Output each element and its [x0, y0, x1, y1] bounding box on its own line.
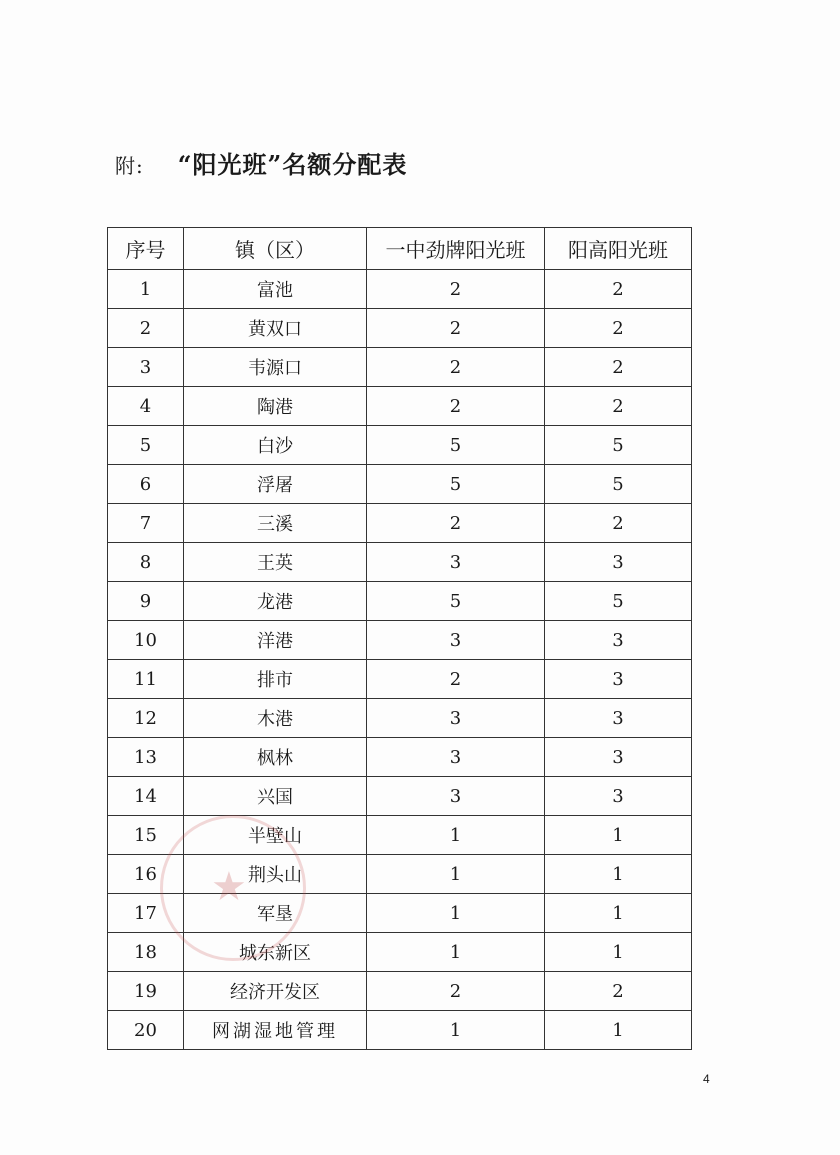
cell-town: 三溪	[184, 504, 367, 543]
cell-serial: 10	[108, 621, 184, 660]
header-yanggao-class: 阳高阳光班	[545, 228, 692, 270]
cell-town: 王英	[184, 543, 367, 582]
header-yizhong-class: 一中劲牌阳光班	[367, 228, 545, 270]
cell-serial: 17	[108, 894, 184, 933]
cell-yanggao-quota: 3	[545, 543, 692, 582]
cell-serial: 7	[108, 504, 184, 543]
cell-town: 排市	[184, 660, 367, 699]
cell-yanggao-quota: 3	[545, 699, 692, 738]
cell-town: 军垦	[184, 894, 367, 933]
table-row	[108, 816, 692, 855]
table-row	[108, 933, 692, 972]
cell-serial: 1	[108, 270, 184, 309]
cell-yanggao-quota: 2	[545, 270, 692, 309]
table-row	[108, 582, 692, 621]
cell-yizhong-quota: 2	[367, 972, 545, 1011]
cell-town: 韦源口	[184, 348, 367, 387]
cell-yizhong-quota: 5	[367, 465, 545, 504]
table-body	[108, 270, 692, 1050]
cell-yizhong-quota: 1	[367, 855, 545, 894]
cell-yizhong-quota: 2	[367, 660, 545, 699]
allocation-table	[107, 227, 692, 1050]
cell-serial: 11	[108, 660, 184, 699]
cell-yizhong-quota: 3	[367, 738, 545, 777]
cell-yanggao-quota: 1	[545, 855, 692, 894]
cell-yizhong-quota: 2	[367, 348, 545, 387]
cell-yizhong-quota: 1	[367, 933, 545, 972]
cell-yanggao-quota: 3	[545, 621, 692, 660]
cell-yizhong-quota: 2	[367, 309, 545, 348]
cell-serial: 2	[108, 309, 184, 348]
page-number: 4	[703, 1072, 710, 1086]
cell-serial: 13	[108, 738, 184, 777]
cell-yanggao-quota: 3	[545, 738, 692, 777]
cell-town: 富池	[184, 270, 367, 309]
heading	[115, 145, 407, 180]
cell-town: 白沙	[184, 426, 367, 465]
cell-town: 枫林	[184, 738, 367, 777]
cell-serial: 15	[108, 816, 184, 855]
table-row	[108, 309, 692, 348]
table-row	[108, 738, 692, 777]
table-row	[108, 1011, 692, 1050]
table-row	[108, 777, 692, 816]
table-row	[108, 855, 692, 894]
cell-town: 洋港	[184, 621, 367, 660]
cell-yanggao-quota: 1	[545, 894, 692, 933]
cell-town: 半壁山	[184, 816, 367, 855]
table-row	[108, 972, 692, 1011]
cell-serial: 8	[108, 543, 184, 582]
cell-yizhong-quota: 3	[367, 621, 545, 660]
cell-town: 荆头山	[184, 855, 367, 894]
cell-serial: 18	[108, 933, 184, 972]
cell-town: 浮屠	[184, 465, 367, 504]
cell-town: 龙港	[184, 582, 367, 621]
cell-yanggao-quota: 1	[545, 1011, 692, 1050]
cell-town: 黄双口	[184, 309, 367, 348]
table-row	[108, 660, 692, 699]
table-row	[108, 543, 692, 582]
cell-yanggao-quota: 2	[545, 309, 692, 348]
cell-serial: 5	[108, 426, 184, 465]
table-row	[108, 348, 692, 387]
cell-serial: 6	[108, 465, 184, 504]
cell-serial: 20	[108, 1011, 184, 1050]
cell-town: 木港	[184, 699, 367, 738]
cell-town: 经济开发区	[184, 972, 367, 1011]
cell-serial: 9	[108, 582, 184, 621]
table-row	[108, 387, 692, 426]
table-row	[108, 504, 692, 543]
cell-yizhong-quota: 2	[367, 504, 545, 543]
cell-serial: 4	[108, 387, 184, 426]
star-icon: ★	[211, 864, 247, 910]
table-row	[108, 621, 692, 660]
cell-serial: 12	[108, 699, 184, 738]
header-serial: 序号	[108, 228, 184, 270]
cell-yizhong-quota: 1	[367, 894, 545, 933]
table-row	[108, 270, 692, 309]
cell-town: 兴国	[184, 777, 367, 816]
cell-yanggao-quota: 5	[545, 426, 692, 465]
cell-town: 网湖湿地管理	[184, 1011, 367, 1050]
cell-yanggao-quota: 5	[545, 582, 692, 621]
cell-yanggao-quota: 5	[545, 465, 692, 504]
table-header-row	[108, 228, 692, 270]
cell-yanggao-quota: 1	[545, 933, 692, 972]
cell-yanggao-quota: 2	[545, 348, 692, 387]
cell-serial: 19	[108, 972, 184, 1011]
header-town: 镇（区）	[184, 228, 367, 270]
cell-yanggao-quota: 1	[545, 816, 692, 855]
table-row	[108, 426, 692, 465]
cell-yizhong-quota: 1	[367, 1011, 545, 1050]
cell-yizhong-quota: 3	[367, 777, 545, 816]
table-row	[108, 894, 692, 933]
cell-serial: 3	[108, 348, 184, 387]
cell-town: 陶港	[184, 387, 367, 426]
cell-yizhong-quota: 2	[367, 270, 545, 309]
cell-yanggao-quota: 3	[545, 660, 692, 699]
cell-yizhong-quota: 5	[367, 426, 545, 465]
cell-yanggao-quota: 2	[545, 387, 692, 426]
cell-yizhong-quota: 5	[367, 582, 545, 621]
cell-yizhong-quota: 1	[367, 816, 545, 855]
cell-serial: 16	[108, 855, 184, 894]
table-row	[108, 699, 692, 738]
page-title: “阳光班”名额分配表	[177, 150, 408, 179]
cell-town: 城东新区	[184, 933, 367, 972]
cell-yanggao-quota: 3	[545, 777, 692, 816]
cell-yizhong-quota: 3	[367, 699, 545, 738]
cell-yizhong-quota: 2	[367, 387, 545, 426]
cell-yanggao-quota: 2	[545, 504, 692, 543]
table-row	[108, 465, 692, 504]
cell-yanggao-quota: 2	[545, 972, 692, 1011]
cell-yizhong-quota: 3	[367, 543, 545, 582]
cell-serial: 14	[108, 777, 184, 816]
heading-prefix: 附:	[115, 154, 144, 178]
